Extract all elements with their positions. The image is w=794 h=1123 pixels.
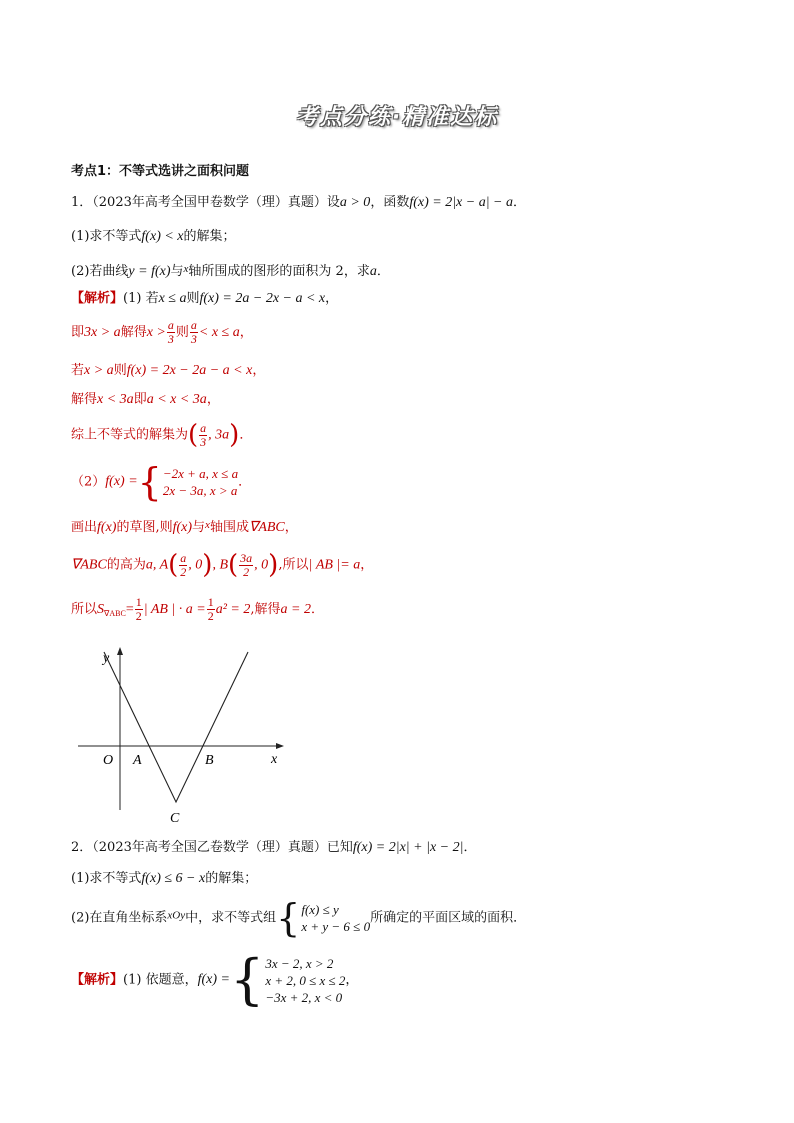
solution-2-step-1: 【解析】(1) 依题意， f(x) = { 3x − 2, x > 2 x + 2, 0 ≤ x ≤ 2 −3x + 2, x < 0 ， [71,948,359,1011]
solution-1-step-7: 画出f(x)的草图,则f(x)与$^x$轴围成∇ABC， [71,519,298,535]
label-point-c: C [170,811,180,826]
label-point-a: A [133,753,142,768]
label-origin: O [103,753,114,768]
solution-1-step-4: 解得x < 3a即a < x < 3a， [71,392,220,407]
solution-1-step-3: 若x > a则f(x) = 2x − 2a − a < x， [71,363,266,378]
solution-tag: 【解析】 [71,291,124,306]
solution-tag: 【解析】 [71,972,124,988]
y-axis-arrow [117,647,123,655]
problem-1-intro: 1．（2023年高考全国甲卷数学（理）真题）设a > 0，函数f(x) = 2|x − a| − a． [71,195,527,210]
solution-1-part-2: （2） f(x) = { −2x + a, x ≤ a 2x − 3a, x > a ． [71,460,252,504]
problem-2-question-2: (2)在直角坐标系$^{xOy}$中，求不等式组 { f(x) ≤ y x + y − 6 ≤ 0 所确定的平面区域的面积． [71,896,527,940]
label-x: x [271,752,278,767]
problem-2-question-1: (1)求不等式f(x) ≤ 6 − x的解集； [71,871,258,886]
problem-2-intro: 2．（2023年高考全国乙卷数学（理）真题）已知f(x) = 2|x| + |x − 2|． [71,840,477,855]
page-title: 考点分练·精准达标 [295,105,499,130]
problem-1-question-2: (2)若曲线y = f(x)与$^x$轴所围成的图形的面积为 2，求a． [71,263,390,279]
function-graph [70,640,300,840]
label-y: y [103,651,110,666]
problem-1-question-1: (1)求不等式f(x) < x的解集； [71,229,236,244]
label-point-b: B [205,753,214,768]
solution-1-step-9: 所以$S_{\nabla ABC}=$ $\frac{1}{2}$ | AB | · a = $\frac{1}{2}$ a² = 2,解得a = 2． [71,595,324,623]
solution-1-step-5: 综上不等式的解集为( $\frac{a}{3}$ , 3a)． [71,420,253,450]
solution-1-step-8: ∇ABC的高为a, A( $\frac{a}{2}$ , 0), B( $\frac{3a}{2}$ , 0),所以| AB |= a， [71,550,374,580]
graph-curve [104,652,248,802]
x-axis-arrow [276,743,284,749]
section-heading: 考点1：不等式选讲之面积问题 [71,164,250,179]
solution-1-step-1: 【解析】(1) 若x ≤ a则f(x) = 2a − 2x − a < x， [71,291,339,306]
solution-1-step-2: 即3x > a解得x > $\frac{a}{3}$ 则 $\frac{a}{3}$ < x ≤ a， [71,318,253,346]
